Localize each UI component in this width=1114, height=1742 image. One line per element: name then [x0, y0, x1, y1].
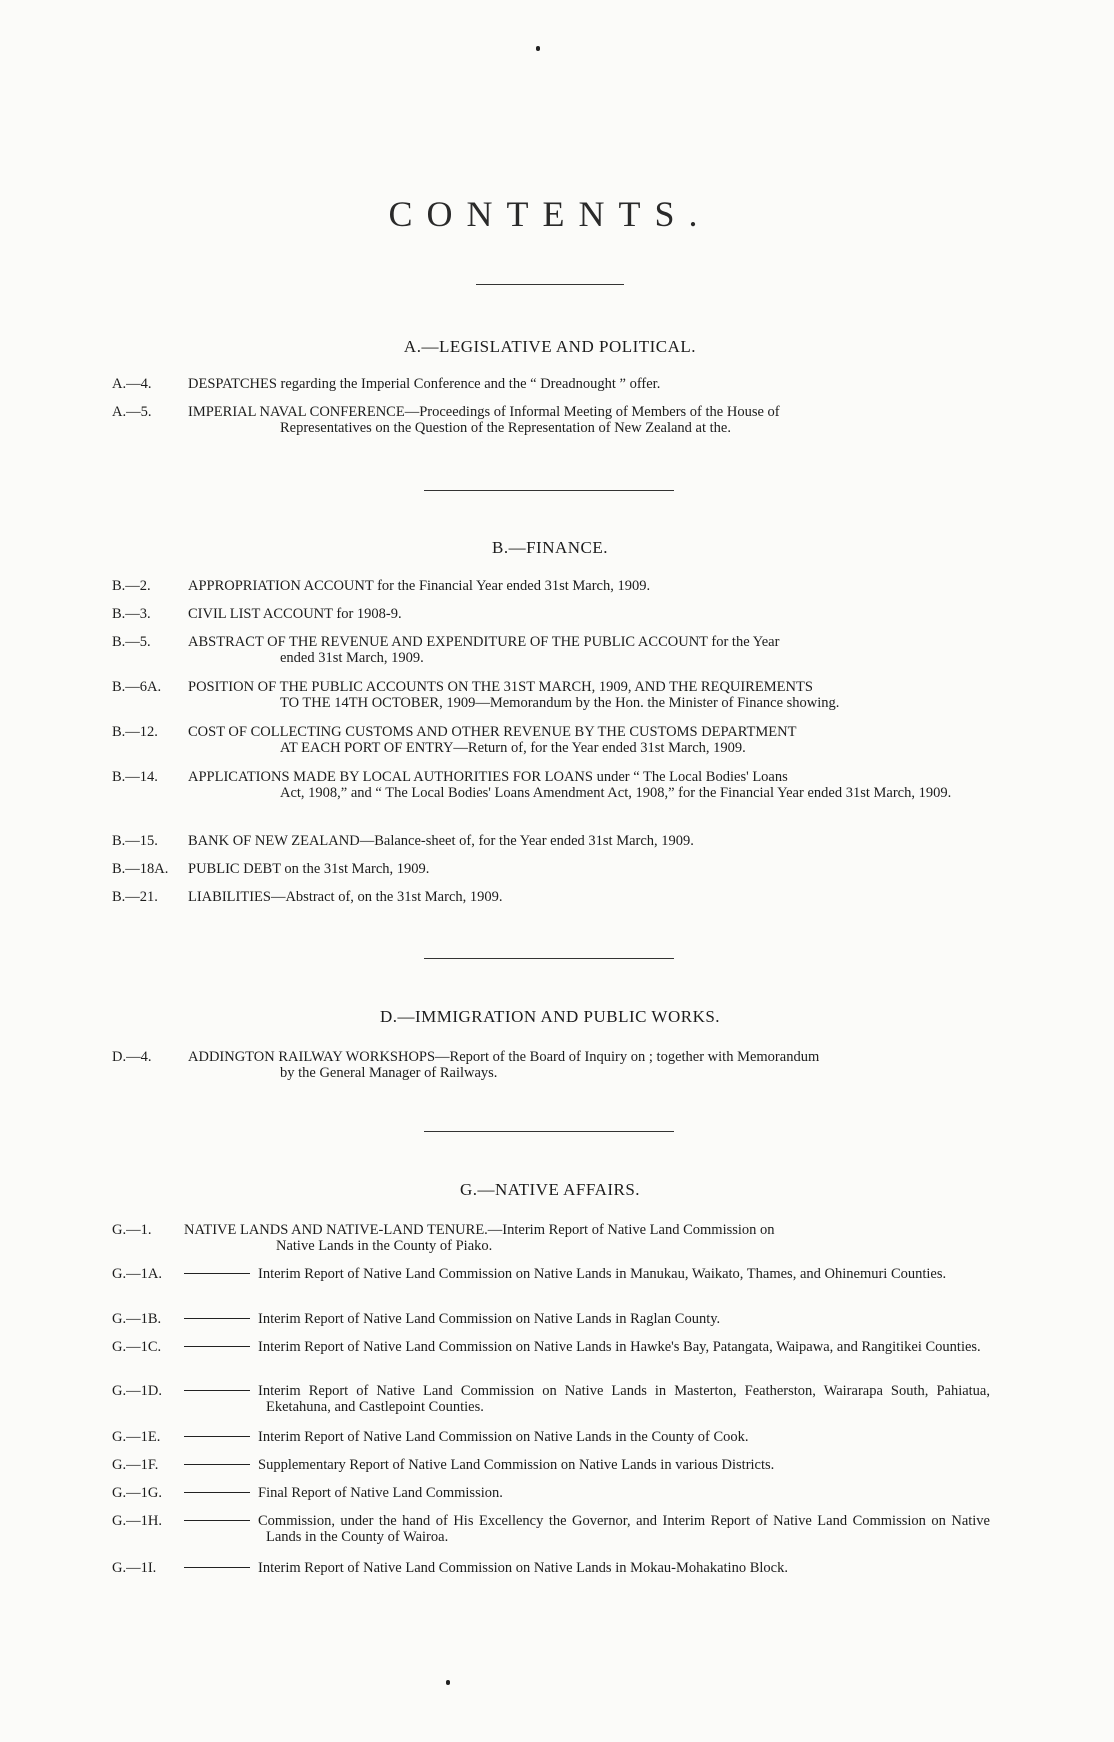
entry-b-6a	[112, 679, 990, 711]
ditto-dash	[184, 1492, 250, 1493]
entry-a-4	[112, 376, 990, 392]
entry-g-1f	[112, 1457, 990, 1473]
entry-g-1b	[112, 1311, 990, 1327]
ditto-dash	[184, 1390, 250, 1391]
entry-text: Interim Report of Native Land Commission on Native Lands in the County of Cook.	[258, 1429, 749, 1445]
entry-code: B.—15.	[112, 833, 158, 849]
entry-b-12	[112, 724, 990, 756]
entry-text: Interim Report of Native Land Commission on Native Lands in Manukau, Waikato, Thames, and Ohinemuri Counties.	[258, 1266, 947, 1282]
entry-code: B.—21.	[112, 889, 158, 905]
ditto-dash	[184, 1273, 250, 1274]
entry-text: APPLICATIONS MADE BY LOCAL AUTHORITIES FOR LOANS under “ The Local Bodies' Loans	[188, 769, 788, 785]
section-rule	[424, 958, 674, 959]
entry-text: PUBLIC DEBT on the 31st March, 1909.	[188, 861, 430, 877]
entry-text-continued: Act, 1908,” and “ The Local Bodies' Loans Amendment Act, 1908,” for the Financial Year ended 31st March, 1909.	[280, 785, 952, 801]
entry-text-continued: by the General Manager of Railways.	[280, 1065, 498, 1081]
entry-text-continued: AT EACH PORT OF ENTRY—Return of, for the Year ended 31st March, 1909.	[280, 740, 746, 756]
entry-code: B.—2.	[112, 578, 151, 594]
section-rule	[424, 490, 674, 491]
entry-code: G.—1C.	[112, 1339, 162, 1355]
entry-code: G.—1.	[112, 1222, 152, 1238]
entry-g-1g	[112, 1485, 990, 1501]
entry-text: Interim Report of Native Land Commission on Native Lands in Raglan County.	[258, 1311, 721, 1327]
section-d-heading: D.—IMMIGRATION AND PUBLIC WORKS.	[379, 1007, 721, 1026]
entry-code: B.—18A.	[112, 861, 169, 877]
entry-text: ABSTRACT OF THE REVENUE AND EXPENDITURE OF THE PUBLIC ACCOUNT for the Year	[188, 634, 780, 650]
entry-d-4	[112, 1049, 990, 1081]
entry-a-5	[112, 404, 990, 436]
entry-code: G.—1D.	[112, 1383, 162, 1399]
entry-g-1h	[112, 1513, 990, 1545]
entry-code: B.—6A.	[112, 679, 162, 695]
entry-code: G.—1G.	[112, 1485, 162, 1501]
ditto-dash	[184, 1567, 250, 1568]
entry-text: COST OF COLLECTING CUSTOMS AND OTHER REVENUE BY THE CUSTOMS DEPARTMENT	[188, 724, 797, 740]
ditto-dash	[184, 1520, 250, 1521]
title-rule	[476, 284, 624, 285]
entry-code: G.—1E.	[112, 1429, 161, 1445]
ditto-dash	[184, 1318, 250, 1319]
entry-g-1c	[112, 1339, 990, 1355]
entry-code: A.—4.	[112, 376, 152, 392]
entry-text: CIVIL LIST ACCOUNT for 1908-9.	[188, 606, 402, 622]
entry-text: Final Report of Native Land Commission.	[258, 1485, 503, 1501]
section-rule	[424, 1131, 674, 1132]
section-g-heading: G.—NATIVE AFFAIRS.	[459, 1180, 641, 1199]
entry-text: Interim Report of Native Land Commission on Native Lands in Mokau-Mohakatino Block.	[258, 1560, 788, 1576]
entry-code: G.—1I.	[112, 1560, 157, 1576]
entry-code: A.—5.	[112, 404, 152, 420]
entry-code: B.—5.	[112, 634, 151, 650]
entry-text: Supplementary Report of Native Land Commission on Native Lands in various Districts.	[258, 1457, 775, 1473]
entry-text: APPROPRIATION ACCOUNT for the Financial Year ended 31st March, 1909.	[188, 578, 651, 594]
page-title: CONTENTS.	[388, 194, 712, 234]
entry-text: Interim Report of Native Land Commission on Native Lands in Hawke's Bay, Patangata, Waipawa, and Rangitikei Counties.	[258, 1339, 981, 1355]
ditto-dash	[184, 1436, 250, 1437]
entry-text: DESPATCHES regarding the Imperial Conference and the “ Dreadnought ” offer.	[188, 376, 661, 392]
print-mark-top	[536, 46, 540, 51]
entry-b-3	[112, 606, 990, 622]
entry-g-1e	[112, 1429, 990, 1445]
section-b-heading: B.—FINANCE.	[491, 538, 608, 557]
entry-b-5	[112, 634, 990, 666]
entry-b-18a	[112, 861, 990, 877]
entry-code: B.—3.	[112, 606, 151, 622]
entry-text: ADDINGTON RAILWAY WORKSHOPS—Report of the Board of Inquiry on ; together with Memorandum	[188, 1049, 820, 1065]
entry-g-1d	[112, 1383, 990, 1415]
entry-b-14	[112, 769, 990, 801]
entry-text: Commission, under the hand of His Excellency the Governor, and Interim Report of Native Land Commission on Native Lands in the County of Wairoa.	[258, 1513, 990, 1545]
entry-code: G.—1F.	[112, 1457, 159, 1473]
entry-text-continued: Representatives on the Question of the Representation of New Zealand at the.	[280, 420, 731, 436]
entry-code: G.—1B.	[112, 1311, 162, 1327]
entry-code: G.—1H.	[112, 1513, 162, 1529]
entry-text: IMPERIAL NAVAL CONFERENCE—Proceedings of Informal Meeting of Members of the House of	[188, 404, 780, 420]
ditto-dash	[184, 1346, 250, 1347]
entry-g-1	[112, 1222, 990, 1254]
entry-code: G.—1A.	[112, 1266, 162, 1282]
entry-text: LIABILITIES—Abstract of, on the 31st March, 1909.	[188, 889, 503, 905]
entry-text-continued: Native Lands in the County of Piako.	[276, 1238, 493, 1254]
entry-text: POSITION OF THE PUBLIC ACCOUNTS ON THE 31ST MARCH, 1909, AND THE REQUIREMENTS	[188, 679, 813, 695]
entry-text-continued: ended 31st March, 1909.	[280, 650, 424, 666]
entry-text: Interim Report of Native Land Commission on Native Lands in Masterton, Featherston, Wairarapa South, Pahiatua, Eketahuna, and Castlepoint Counties.	[258, 1383, 990, 1415]
entry-b-15	[112, 833, 990, 849]
entry-code: D.—4.	[112, 1049, 152, 1065]
ditto-dash	[184, 1464, 250, 1465]
print-mark-bottom	[446, 1680, 450, 1685]
entry-code: B.—12.	[112, 724, 158, 740]
entry-g-1a	[112, 1266, 990, 1282]
entry-code: B.—14.	[112, 769, 158, 785]
entry-b-2	[112, 578, 990, 594]
entry-b-21	[112, 889, 990, 905]
section-a-heading: A.—LEGISLATIVE AND POLITICAL.	[403, 337, 697, 356]
entry-text: NATIVE LANDS AND NATIVE-LAND TENURE.—Interim Report of Native Land Commission on	[184, 1222, 775, 1238]
entry-text-continued: TO THE 14TH OCTOBER, 1909—Memorandum by the Hon. the Minister of Finance showing.	[280, 695, 840, 711]
entry-g-1i	[112, 1560, 990, 1576]
entry-text: BANK OF NEW ZEALAND—Balance-sheet of, for the Year ended 31st March, 1909.	[188, 833, 694, 849]
